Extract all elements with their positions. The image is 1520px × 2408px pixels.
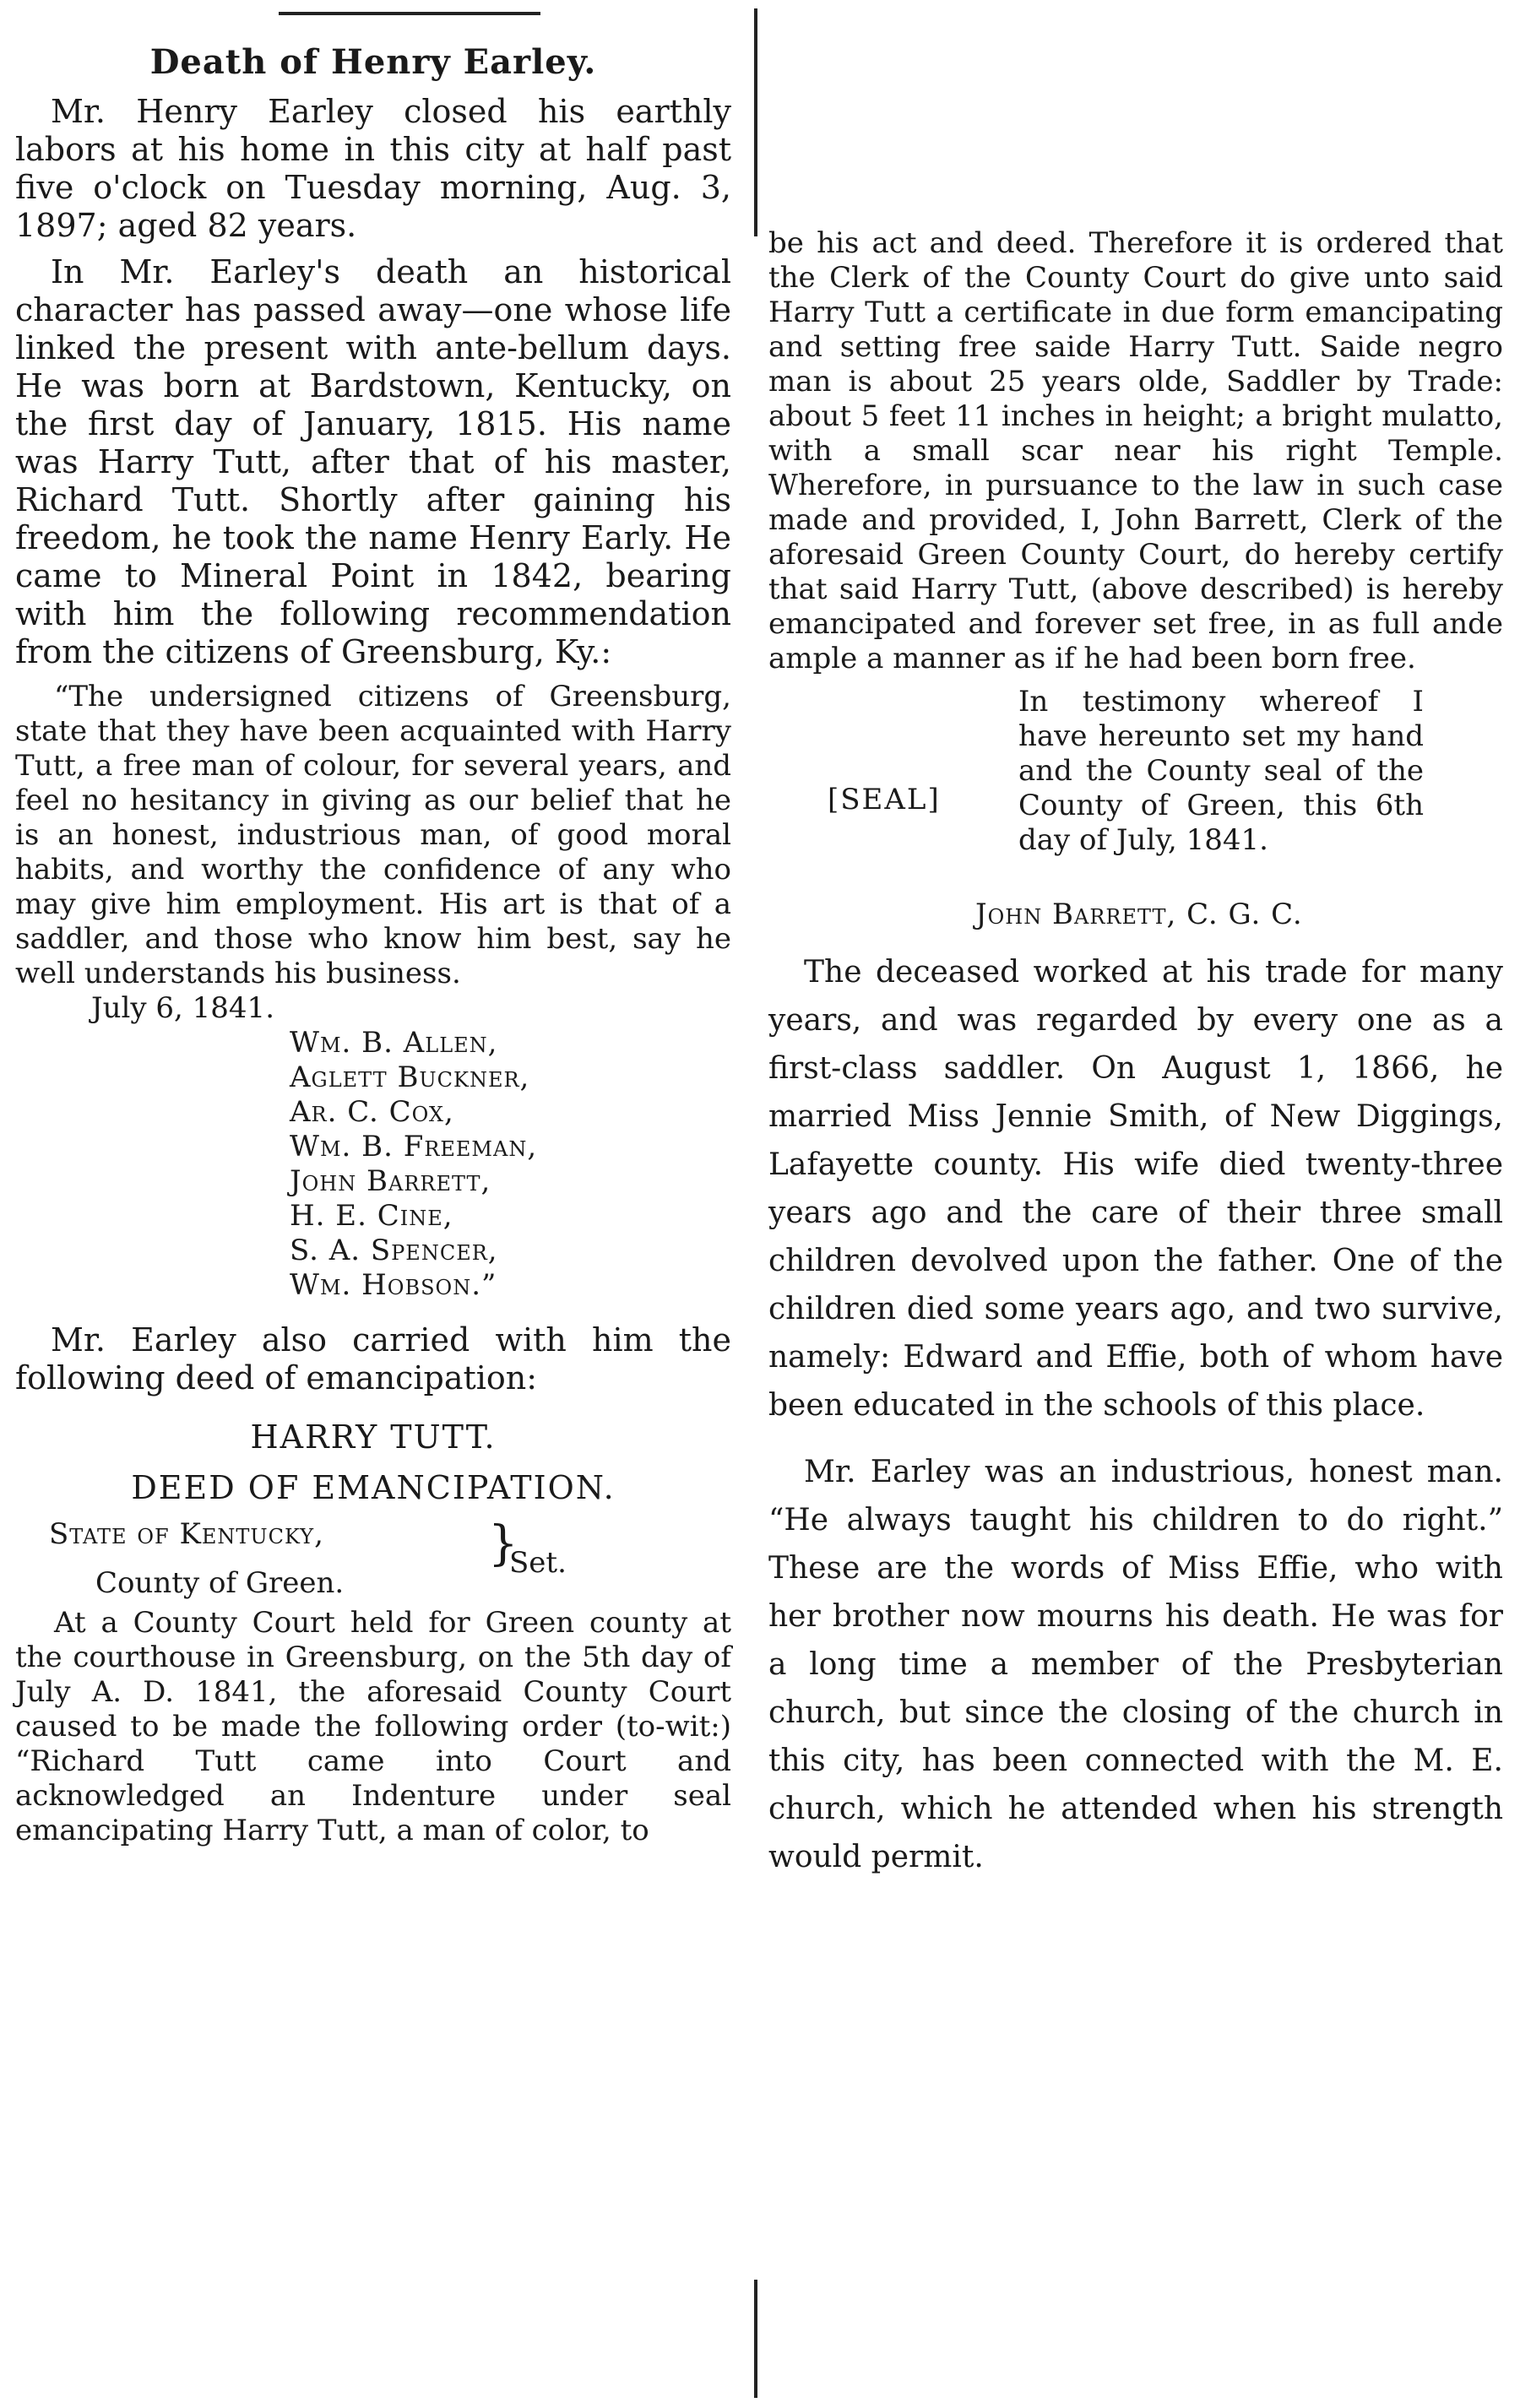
county-label: County of Green. xyxy=(95,1566,345,1600)
jurisdiction-block xyxy=(15,1509,731,1606)
signer-name: S. A. Spencer, xyxy=(290,1234,498,1267)
paragraph-deed-intro: Mr. Earley also carried with him the following deed of emancipation: xyxy=(15,1321,731,1397)
paragraph-court-order: At a County Court held for Green county at the courthouse in Greensburg, on the 5th day of July A. D. 1841, the aforesaid County Court caused to be made the following order (to-wit:) “Richard Tutt came into Court and acknowledged an Indenture under seal emancipating Harry Tutt, a man of color, to xyxy=(15,1606,731,1847)
left-column xyxy=(15,0,731,1848)
seal-mark: [SEAL] xyxy=(828,783,941,816)
article-title: Death of Henry Earley. xyxy=(149,42,597,82)
paragraph-death-notice: Mr. Henry Earley closed his earthly labors at his home in this city at half past five o'clock on Tuesday morning, Aug. 3, 1897; aged 82 years. xyxy=(15,93,731,244)
deed-title-heading: DEED OF EMANCIPATION. xyxy=(131,1469,616,1506)
signer-name: Wm. B. Freeman, xyxy=(290,1130,538,1163)
testimony-text: In testimony whereof I have hereunto set my hand and the County seal of the County of Green, this 6th day of July, 1841. xyxy=(1018,685,1424,857)
deed-name-heading: HARRY TUTT. xyxy=(250,1418,497,1456)
paragraph-character: Mr. Earley was an industrious, honest man. “He always taught his children to do right.” These are the words of Miss Effie, who with her brother now mourns his death. He was for a long time a member of the Presbyterian church, but since the closing of the church in this city, has been connected with the M. E. church, which he attended when his strength would permit. xyxy=(768,1455,1503,1874)
paragraph-deed-continued: be his act and deed. Therefore it is ordered that the Clerk of the County Court do give unto said Harry Tutt a certificate in due form emancipating and setting free saide Harry Tutt. Saide negro man is about 25 years olde, Saddler by Trade: about 5 feet 11 inches in height; a bright mulatto, with a small scar near his right Temple. Wherefore, in pursuance to the law in such case made and provided, I, John Barrett, Clerk of the aforesaid Green County Court, do hereby certify that said Harry Tutt, (above described) is hereby emancipated and forever set free, in as full ande ample a manner as if he had been born free. xyxy=(768,226,1503,675)
paragraph-family: The deceased worked at his trade for many years, and was regarded by every one as a first-class saddler. On August 1, 1866, he married Miss Jennie Smith, of New Diggings, Lafayette county. His wife died twenty-three years ago and the care of their three small children devolved upon the father. One of the children died some years ago, and two survive, namely: Edward and Effie, both of whom have been educated in the schools of this place. xyxy=(768,955,1503,1423)
signer-name: Aglett Buckner, xyxy=(290,1060,530,1094)
testimony-block xyxy=(768,685,1503,930)
state-label: State of Kentucky, xyxy=(49,1517,324,1551)
signer-name: H. E. Cine, xyxy=(290,1199,453,1233)
signer-list xyxy=(15,1026,731,1303)
signer-name: Ar. C. Cox, xyxy=(290,1095,454,1129)
clerk-signature: John Barrett, C. G. C. xyxy=(975,898,1303,931)
paragraph-biography: In Mr. Earley's death an historical character has passed away—one whose life linked the present with ante-bellum days. He was born at Bardstown, Kentucky, on the first day of January, 1815. His name was Harry Tutt, after that of his master, Richard Tutt. Shortly after gaining his freedom, he took the name Henry Early. He came to Mineral Point in 1842, bearing with him the following recommendation from the citizens of Greensburg, Ky.: xyxy=(15,253,731,670)
column-divider-top xyxy=(754,8,757,236)
signer-name: Wm. B. Allen, xyxy=(290,1026,498,1060)
brace-mark: } xyxy=(488,1516,518,1571)
signer-name: John Barrett, xyxy=(290,1164,491,1198)
recommendation-quote: “The undersigned citizens of Greensburg, state that they have been acquainted with Harry Tutt, a free man of colour, for several years, and feel no hesitancy in giving as our belief that he is an honest, industrious man, of good moral habits, and worthy the confidence of any who may give him employment. His art is that of a saddler, and those who know him best, say he well understands his business. xyxy=(15,680,731,990)
signer-name: Wm. Hobson.” xyxy=(290,1268,497,1302)
right-column xyxy=(768,0,1503,1881)
column-divider-bottom xyxy=(754,2280,757,2398)
recommendation-date: July 6, 1841. xyxy=(91,991,274,1025)
set-label: Set. xyxy=(509,1546,567,1580)
